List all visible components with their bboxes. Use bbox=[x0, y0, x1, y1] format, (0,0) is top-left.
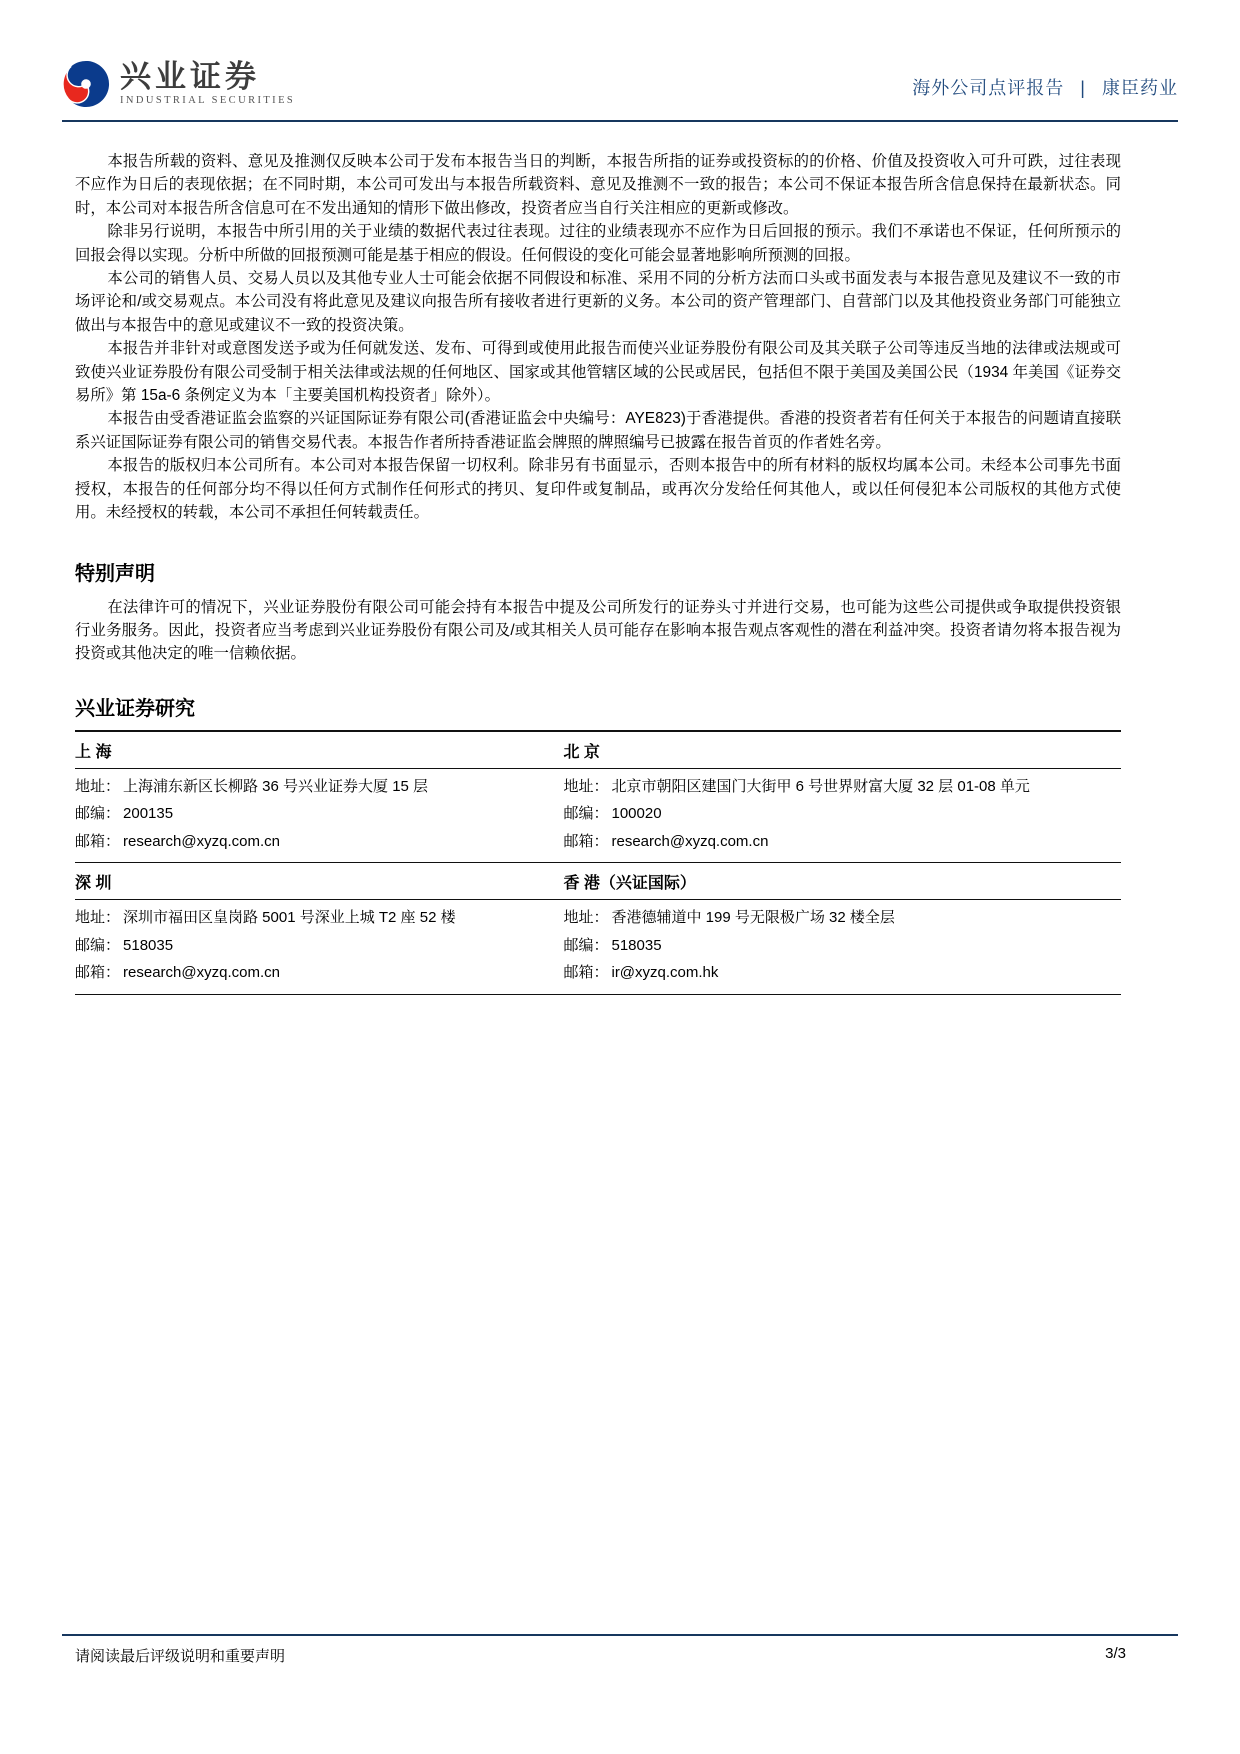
research-offices-table bbox=[75, 732, 1121, 995]
company-logo bbox=[62, 60, 295, 108]
zip-value: 100020 bbox=[611, 805, 662, 823]
address-value: 香港德辅道中 199 号无限极广场 32 楼全层 bbox=[611, 909, 895, 927]
zip-value: 200135 bbox=[123, 805, 174, 823]
special-statement-title: 特别声明 bbox=[75, 562, 155, 585]
beijing-email bbox=[563, 828, 1121, 856]
shanghai-email bbox=[75, 828, 563, 856]
email-label: 邮箱： bbox=[75, 832, 121, 850]
email-label: 邮箱： bbox=[563, 832, 609, 850]
zip-label: 邮编： bbox=[75, 936, 121, 954]
table-bottom-rule bbox=[75, 994, 1121, 995]
shenzhen-address bbox=[75, 904, 563, 932]
office-beijing bbox=[563, 773, 1121, 856]
page-footer bbox=[62, 1634, 1178, 1666]
city-shanghai: 上 海 bbox=[75, 743, 112, 761]
email-value: ir@xyzq.com.hk bbox=[611, 964, 719, 982]
email-label: 邮箱： bbox=[563, 964, 609, 982]
office-details-row-2 bbox=[75, 899, 1121, 994]
address-value: 上海浦东新区长柳路 36 号兴业证券大厦 15 层 bbox=[123, 777, 429, 795]
city-header-row-1 bbox=[75, 732, 1121, 768]
header-divider bbox=[62, 60, 1178, 122]
beijing-zip bbox=[563, 800, 1121, 828]
company-name-label: 康臣药业 bbox=[1102, 78, 1178, 98]
hongkong-zip bbox=[563, 932, 1121, 960]
city-hongkong: 香 港（兴证国际） bbox=[563, 875, 696, 893]
office-shanghai bbox=[75, 773, 563, 856]
hongkong-address bbox=[563, 904, 1121, 932]
zip-label: 邮编： bbox=[75, 805, 121, 823]
address-label: 地址： bbox=[563, 777, 609, 795]
address-label: 地址： bbox=[75, 909, 121, 927]
page-header bbox=[62, 60, 1178, 122]
email-value: research@xyzq.com.cn bbox=[123, 964, 280, 982]
office-details-row-1 bbox=[75, 768, 1121, 863]
address-label: 地址： bbox=[75, 777, 121, 795]
disclaimer-paragraph-2: 除非另行说明，本报告中所引用的关于业绩的数据代表过往表现。过往的业绩表现亦不应作为日后回报的预示。我们不承诺也不保证，任何所预示的回报会得以实现。分析中所做的回报预测可能是基于相应的假设。任何假设的变化可能会显著地影响所预测的回报。 bbox=[75, 223, 1121, 264]
header-separator: | bbox=[1080, 78, 1086, 98]
logo-text bbox=[120, 61, 295, 107]
logo-name-cn: 兴业证券 bbox=[120, 59, 260, 95]
zip-value: 518035 bbox=[611, 936, 662, 954]
disclaimer-paragraph-1: 本报告所载的资料、意见及推测仅反映本公司于发布本报告当日的判断，本报告所指的证券或投资标的的价格、价值及投资收入可升可跌，过往表现不应作为日后的表现依据；在不同时期，本公司可发出与本报告所载资料、意见及推测不一致的报告；本公司不保证本报告所含信息保持在最新状态。同时，本公司对本报告所含信息可在不发出通知的情形下做出修改，投资者应当自行关注相应的更新或修改。 bbox=[75, 153, 1121, 217]
email-value: research@xyzq.com.cn bbox=[611, 832, 769, 850]
logo-swirl-icon bbox=[62, 60, 110, 108]
address-value: 深圳市福田区皇岗路 5001 号深业上城 T2 座 52 楼 bbox=[123, 909, 456, 927]
address-value: 北京市朝阳区建国门大街甲 6 号世界财富大厦 32 层 01-08 单元 bbox=[611, 777, 1030, 795]
logo-name-en: INDUSTRIAL SECURITIES bbox=[120, 95, 296, 107]
shenzhen-email bbox=[75, 959, 563, 987]
disclaimer-body bbox=[75, 150, 1121, 995]
office-shenzhen bbox=[75, 904, 563, 987]
shanghai-address bbox=[75, 773, 563, 801]
zip-value: 518035 bbox=[123, 936, 174, 954]
report-type-label: 海外公司点评报告 bbox=[912, 78, 1065, 98]
office-hongkong bbox=[563, 904, 1121, 987]
city-header-row-2 bbox=[75, 862, 1121, 899]
shenzhen-zip bbox=[75, 932, 563, 960]
beijing-address bbox=[563, 773, 1121, 801]
email-label: 邮箱： bbox=[75, 964, 121, 982]
shanghai-zip bbox=[75, 800, 563, 828]
disclaimer-paragraph-6: 本报告的版权归本公司所有。本公司对本报告保留一切权利。除非另有书面显示，否则本报告中的所有材料的版权均属本公司。未经本公司事先书面授权，本报告的任何部分均不得以任何方式制作任何形式的拷贝、复印件或复制品，或再次分发给任何其他人，或以任何侵犯本公司版权的其他方式使用。未经授权的转载，本公司不承担任何转载责任。 bbox=[75, 457, 1121, 522]
special-statement-body: 在法律许可的情况下，兴业证券股份有限公司可能会持有本报告中提及公司所发行的证券头寸并进行交易，也可能为这些公司提供或争取提供投资银行业务服务。因此，投资者应当考虑到兴业证券股份有限公司及/或其相关人员可能存在影响本报告观点客观性的潜在利益冲突。投资者请勿将本报告视为投资或其他决定的唯一信赖依据。 bbox=[75, 598, 1121, 663]
footer-note: 请阅读最后评级说明和重要声明 bbox=[75, 1648, 286, 1665]
email-value: research@xyzq.com.cn bbox=[123, 832, 280, 850]
report-type-header bbox=[912, 74, 1178, 108]
research-section-title: 兴业证券研究 bbox=[75, 692, 1121, 732]
page-number: 3/3 bbox=[1105, 1645, 1126, 1662]
disclaimer-paragraph-5: 本报告由受香港证监会监察的兴证国际证券有限公司(香港证监会中央编号：AYE823)于香港提供。香港的投资者若有任何关于本报告的问题请直接联系兴证国际证券有限公司的销售交易代表。本报告作者所持香港证监会牌照的牌照编号已披露在报告首页的作者姓名旁。 bbox=[75, 410, 1121, 451]
city-shenzhen: 深 圳 bbox=[75, 875, 112, 893]
disclaimer-paragraph-4: 本报告并非针对或意图发送予或为任何就发送、发布、可得到或使用此报告而使兴业证券股份有限公司及其关联子公司等违反当地的法律或法规或可致使兴业证券股份有限公司受制于相关法律或法规的任何地区、国家或其他管辖区域的公民或居民，包括但不限于美国及美国公民（1934 年美国《证券交易所》第 15a-6 条例定义为本「主要美国机构投资者」除外）。 bbox=[75, 340, 1121, 405]
zip-label: 邮编： bbox=[563, 936, 609, 954]
hongkong-email bbox=[563, 959, 1121, 987]
address-label: 地址： bbox=[563, 909, 609, 927]
disclaimer-paragraph-3: 本公司的销售人员、交易人员以及其他专业人士可能会依据不同假设和标准、采用不同的分析方法而口头或书面发表与本报告意见及建议不一致的市场评论和/或交易观点。本公司没有将此意见及建议向报告所有接收者进行更新的义务。本公司的资产管理部门、自营部门以及其他投资业务部门可能独立做出与本报告中的意见或建议不一致的投资决策。 bbox=[75, 270, 1121, 334]
zip-label: 邮编： bbox=[563, 805, 609, 823]
city-beijing: 北 京 bbox=[563, 743, 600, 761]
